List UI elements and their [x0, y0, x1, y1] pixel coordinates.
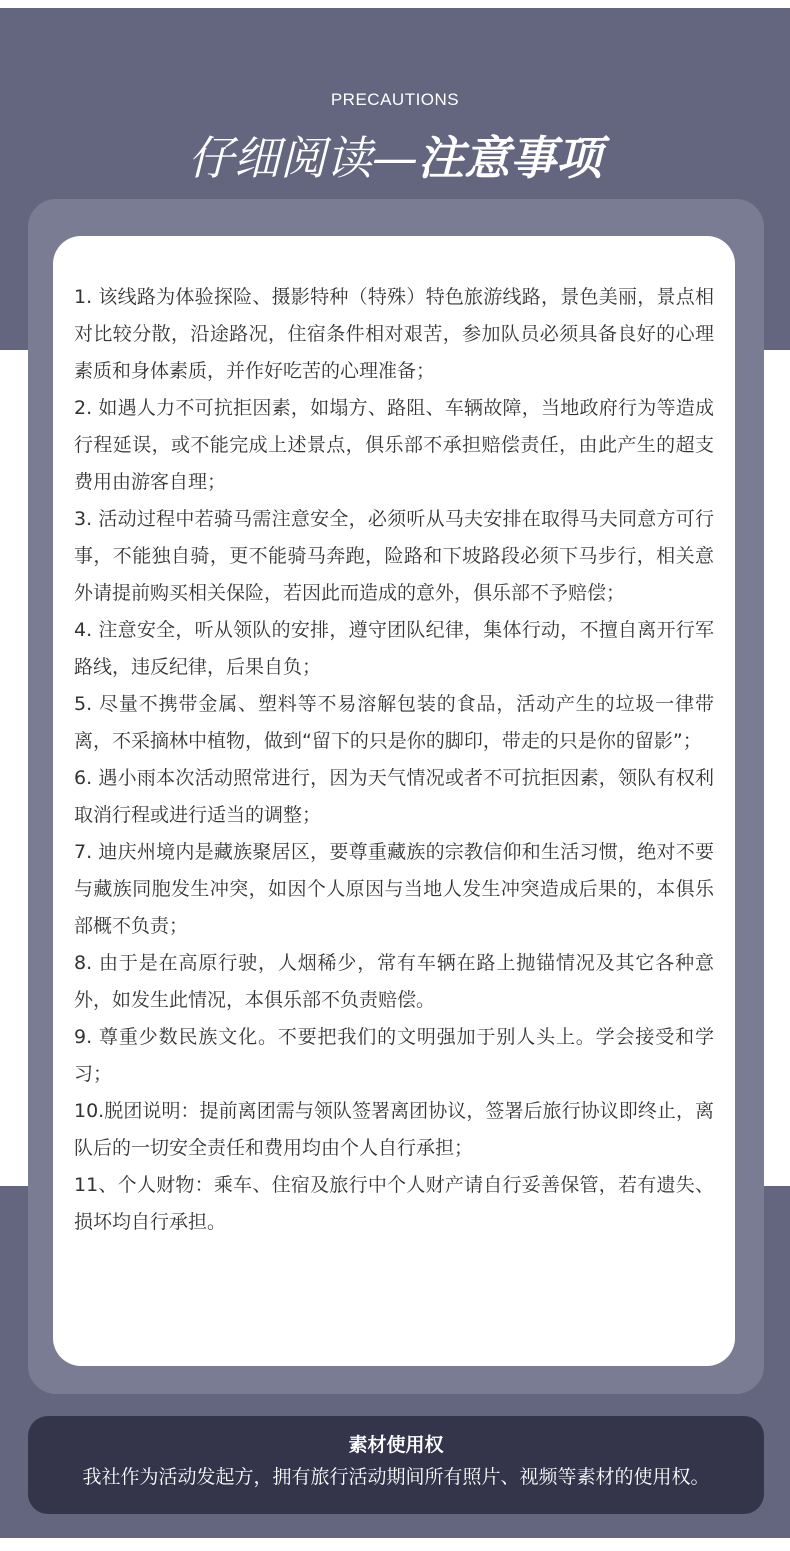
- footer-text: 我社作为活动发起方，拥有旅行活动期间所有照片、视频等素材的使用权。: [82, 1466, 710, 1488]
- notice-item-7: 7. 迪庆州境内是藏族聚居区，要尊重藏族的宗教信仰和生活习惯，绝对不要与藏族同胞发生冲突，如因个人原因与当地人发生冲突造成后果的，本俱乐部概不负责；: [74, 841, 714, 937]
- footer-title: 素材使用权: [348, 1434, 444, 1456]
- section-title-bold: 注意事项: [418, 131, 602, 185]
- section-subtitle: PRECAUTIONS: [330, 90, 460, 109]
- notice-item-5: 5. 尽量不携带金属、塑料等不易溶解包装的食品，活动产生的垃圾一律带离，不采摘林中植物，做到“留下的只是你的脚印，带走的只是你的留影”；: [74, 693, 714, 752]
- notice-list: [74, 279, 714, 1241]
- section-title: [0, 128, 790, 188]
- notice-item-1: 1. 该线路为体验探险、摄影特种（特殊）特色旅游线路，景色美丽，景点相对比较分散，沿途路况，住宿条件相对艰苦，参加队员必须具备良好的心理素质和身体素质，并作好吃苦的心理准备；: [74, 286, 714, 382]
- notice-item-10: 10.脱团说明：提前离团需与领队签署离团协议，签署后旅行协议即终止，离队后的一切安全责任和费用均由个人自行承担；: [74, 1100, 714, 1159]
- notice-item-3: 3. 活动过程中若骑马需注意安全，必须听从马夫安排在取得马夫同意方可行事，不能独自骑，更不能骑马奔跑，险路和下坡路段必须下马步行，相关意外请提前购买相关保险，若因此而造成的意外，俱乐部不予赔偿；: [74, 508, 714, 604]
- notice-item-9: 9. 尊重少数民族文化。不要把我们的文明强加于别人头上。学会接受和学习；: [74, 1026, 714, 1085]
- notice-item-4: 4. 注意安全，听从领队的安排，遵守团队纪律，集体行动，不擅自离开行军路线，违反纪律，后果自负；: [74, 619, 714, 678]
- notice-item-6: 6. 遇小雨本次活动照常进行，因为天气情况或者不可抗拒因素，领队有权利取消行程或进行适当的调整；: [74, 767, 714, 826]
- notice-item-2: 2. 如遇人力不可抗拒因素，如塌方、路阻、车辆故障，当地政府行为等造成行程延误，或不能完成上述景点，俱乐部不承担赔偿责任，由此产生的超支费用由游客自理；: [74, 397, 714, 493]
- footer-card: [28, 1416, 764, 1514]
- section-title-light: 仔细阅读—: [188, 131, 418, 185]
- notice-item-11: 11、个人财物：乘车、住宿及旅行中个人财产请自行妥善保管，若有遗失、损坏均自行承担。: [74, 1174, 714, 1233]
- notice-item-8: 8. 由于是在高原行驶，人烟稀少，常有车辆在路上抛锚情况及其它各种意外，如发生此情况，本俱乐部不负责赔偿。: [74, 952, 714, 1011]
